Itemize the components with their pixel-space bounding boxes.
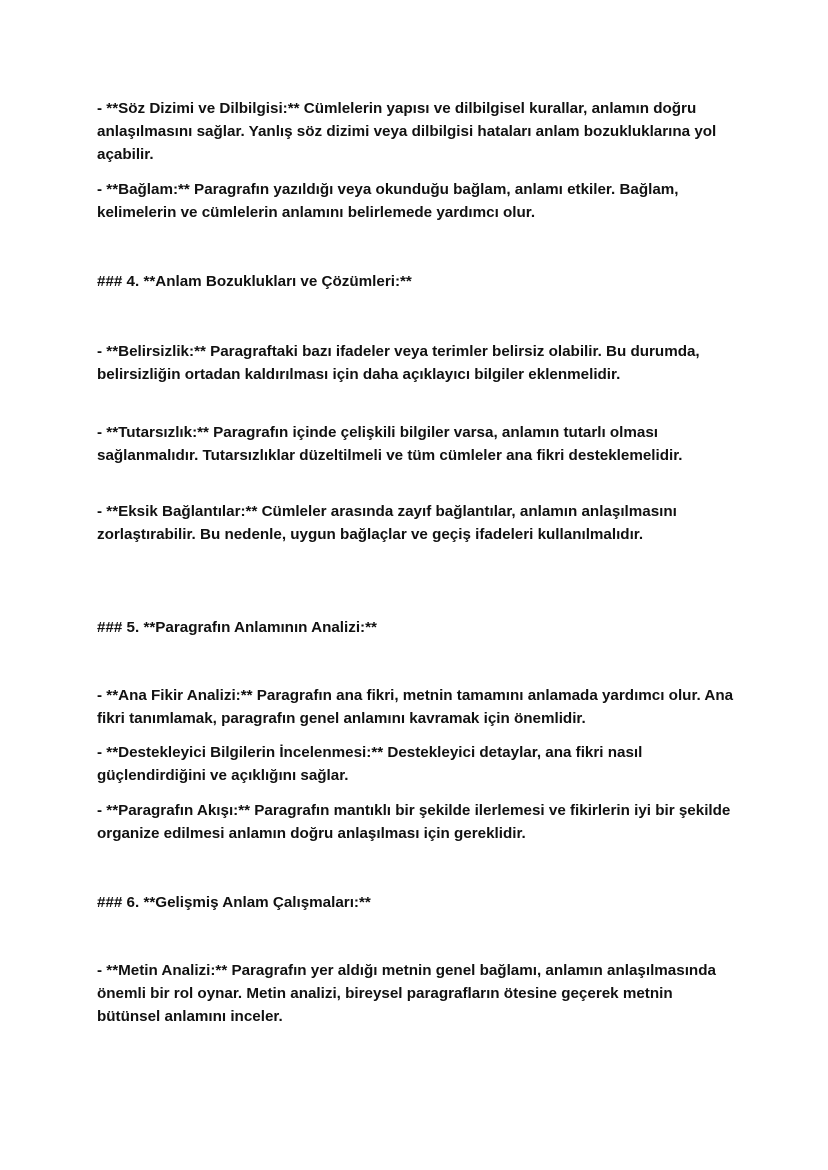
heading-section-4: ### 4. **Anlam Bozuklukları ve Çözümleri:** (97, 273, 412, 290)
bullet-context: - **Bağlam:** Paragrafın yazıldığı veya okunduğu bağlam, anlamı etkiler. Bağlam, kelimelerin ve cümlelerin anlamını belirlemede yardımcı olur. (97, 181, 679, 221)
bullet-missing-connections: - **Eksik Bağlantılar:** Cümleler arasında zayıf bağlantılar, anlamın anlaşılmasını zorlaştırabilir. Bu nedenle, uygun bağlaçlar ve geçiş ifadeleri kullanılmalıdır. (97, 503, 677, 543)
heading-section-6: ### 6. **Gelişmiş Anlam Çalışmaları:** (97, 894, 371, 911)
bullet-text-analysis: - **Metin Analizi:** Paragrafın yer aldığı metnin genel bağlamı, anlamın anlaşılmasında önemli bir rol oynar. Metin analizi, bireysel paragrafların ötesine geçerek metnin bütünsel anlamını inceler. (97, 962, 716, 1025)
bullet-ambiguity: - **Belirsizlik:** Paragraftaki bazı ifadeler veya terimler belirsiz olabilir. Bu durumda, belirsizliğin ortadan kaldırılması için daha açıklayıcı bilgiler eklenmelidir. (97, 343, 700, 383)
bullet-syntax-grammar: - **Söz Dizimi ve Dilbilgisi:** Cümlelerin yapısı ve dilbilgisel kurallar, anlamın doğru anlaşılmasını sağlar. Yanlış söz dizimi veya dilbilgisi hataları anlam bozukluklarına yol açabilir. (97, 100, 717, 163)
bullet-main-idea-analysis: - **Ana Fikir Analizi:** Paragrafın ana fikri, metnin tamamını anlamada yardımcı olur. Ana fikri tanımlamak, paragrafın genel anlamını kavramak için önemlidir. (97, 687, 734, 727)
bullet-supporting-info: - **Destekleyici Bilgilerin İncelenmesi:** Destekleyici detaylar, ana fikri nasıl güçlendirdiğini ve açıklığını sağlar. (97, 744, 643, 784)
bullet-inconsistency: - **Tutarsızlık:** Paragrafın içinde çelişkili bilgiler varsa, anlamın tutarlı olması sağlanmalıdır. Tutarsızlıklar düzeltilmeli ve tüm cümleler ana fikri desteklemelidir. (97, 424, 683, 464)
bullet-paragraph-flow: - **Paragrafın Akışı:** Paragrafın mantıklı bir şekilde ilerlemesi ve fikirlerin iyi bir şekilde organize edilmesi anlamın doğru anlaşılması için gereklidir. (97, 802, 731, 842)
heading-section-5: ### 5. **Paragrafın Anlamının Analizi:** (97, 619, 377, 636)
